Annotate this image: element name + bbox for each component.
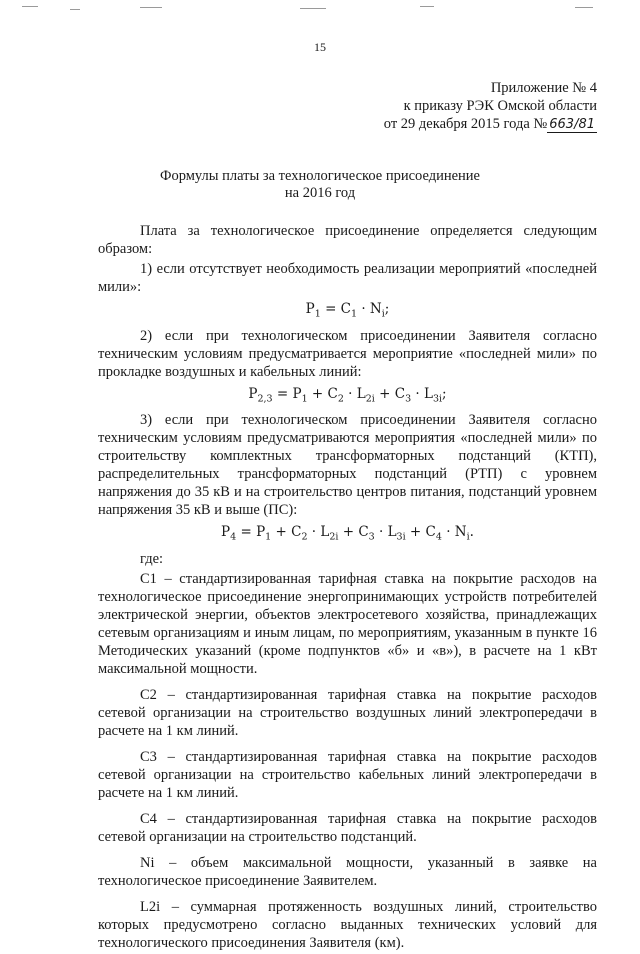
definition-c1: С1 – стандартизированная тарифная ставка на покрытие расходов на технологическое присоединение энергопринимающих устройств потребителей электрической энергии, объектов электросетевого хозяйства, принадлежащих сетевым организациям и иным лицам, по мероприятиям, указанным в пункте 16 Методических указаний (кроме подпунктов «б» и «в»), в расчете на 1 кВт максимальной мощности. [98, 571, 597, 678]
scan-artifact [420, 6, 434, 7]
formula-p23: $P_{2,3} = P_1 + C_2 \cdot L_{2i} + C_3 \cdot L_{3i}$; [248, 385, 447, 405]
formula-p4: $P_4 = P_1 + C_2 \cdot L_{2i} + C_3 \cdot L_{3i} + C_4 \cdot N_i$. [221, 524, 474, 544]
scan-artifact [300, 8, 326, 9]
where-label: где: [140, 551, 164, 568]
appendix-header [384, 79, 597, 133]
definition-ni: Ni – объем максимальной мощности, указанный в заявке на технологическое присоединение Заявителем. [98, 855, 597, 890]
document-title-line-1: Формулы платы за технологическое присоединение [159, 168, 480, 184]
appendix-title: Приложение № 4 [490, 80, 597, 96]
formula-p1: $P_1 = C_1 \cdot N_i$; [305, 301, 390, 320]
case-2-text: 2) если при технологическом присоединении Заявителя согласно техническим условиям предусматривается мероприятие «последней мили» по прокладке воздушных и кабельных линий: [98, 327, 597, 380]
appendix-order-reference: к приказу РЭК Омской области [403, 98, 597, 114]
document-title-line-2: на 2016 год [284, 185, 356, 201]
scan-artifact [140, 7, 162, 8]
handwritten-order-number: 663/81 [549, 117, 595, 132]
page-number: 15 [314, 40, 326, 54]
case-3-text: 3) если при технологическом присоединении Заявителя согласно техническим условиям предусматриваются мероприятия «последней мили» по строительству комплектных трансформаторных подстанций (КТП), распределительных трансформаторных подстанций (РТП) с уровнем напряжения до 35 кВ и на строительство центров питания, подстанций уровнем напряжения 35 кВ и выше (ПС): [98, 412, 597, 519]
document-title [0, 168, 640, 202]
definition-c4: С4 – стандартизированная тарифная ставка на покрытие расходов сетевой организации на строительство подстанций. [98, 811, 597, 846]
scan-artifact [22, 6, 38, 7]
case-1-text: 1) если отсутствует необходимость реализации мероприятий «последней мили»: [98, 261, 597, 295]
scan-artifact [575, 7, 593, 8]
scan-artifact [70, 9, 80, 10]
appendix-order-date-text: от 29 декабря 2015 года № [383, 116, 548, 132]
definition-c2: С2 – стандартизированная тарифная ставка на покрытие расходов сетевой организации на строительство воздушных линий электропередачи в расчете на 1 км линий. [98, 687, 597, 740]
definition-c3: С3 – стандартизированная тарифная ставка на покрытие расходов сетевой организации на строительство кабельных линий электропередачи в расчете на 1 км линий. [98, 749, 597, 802]
intro-paragraph: Плата за технологическое присоединение определяется следующим образом: [98, 223, 597, 257]
document-body [98, 222, 597, 954]
definition-l2i: L2i – суммарная протяженность воздушных линий, строительство которых предусмотрено согласно выданных технических условий для технологического присоединения Заявителя (км). [98, 899, 597, 952]
appendix-order-date [384, 115, 597, 133]
